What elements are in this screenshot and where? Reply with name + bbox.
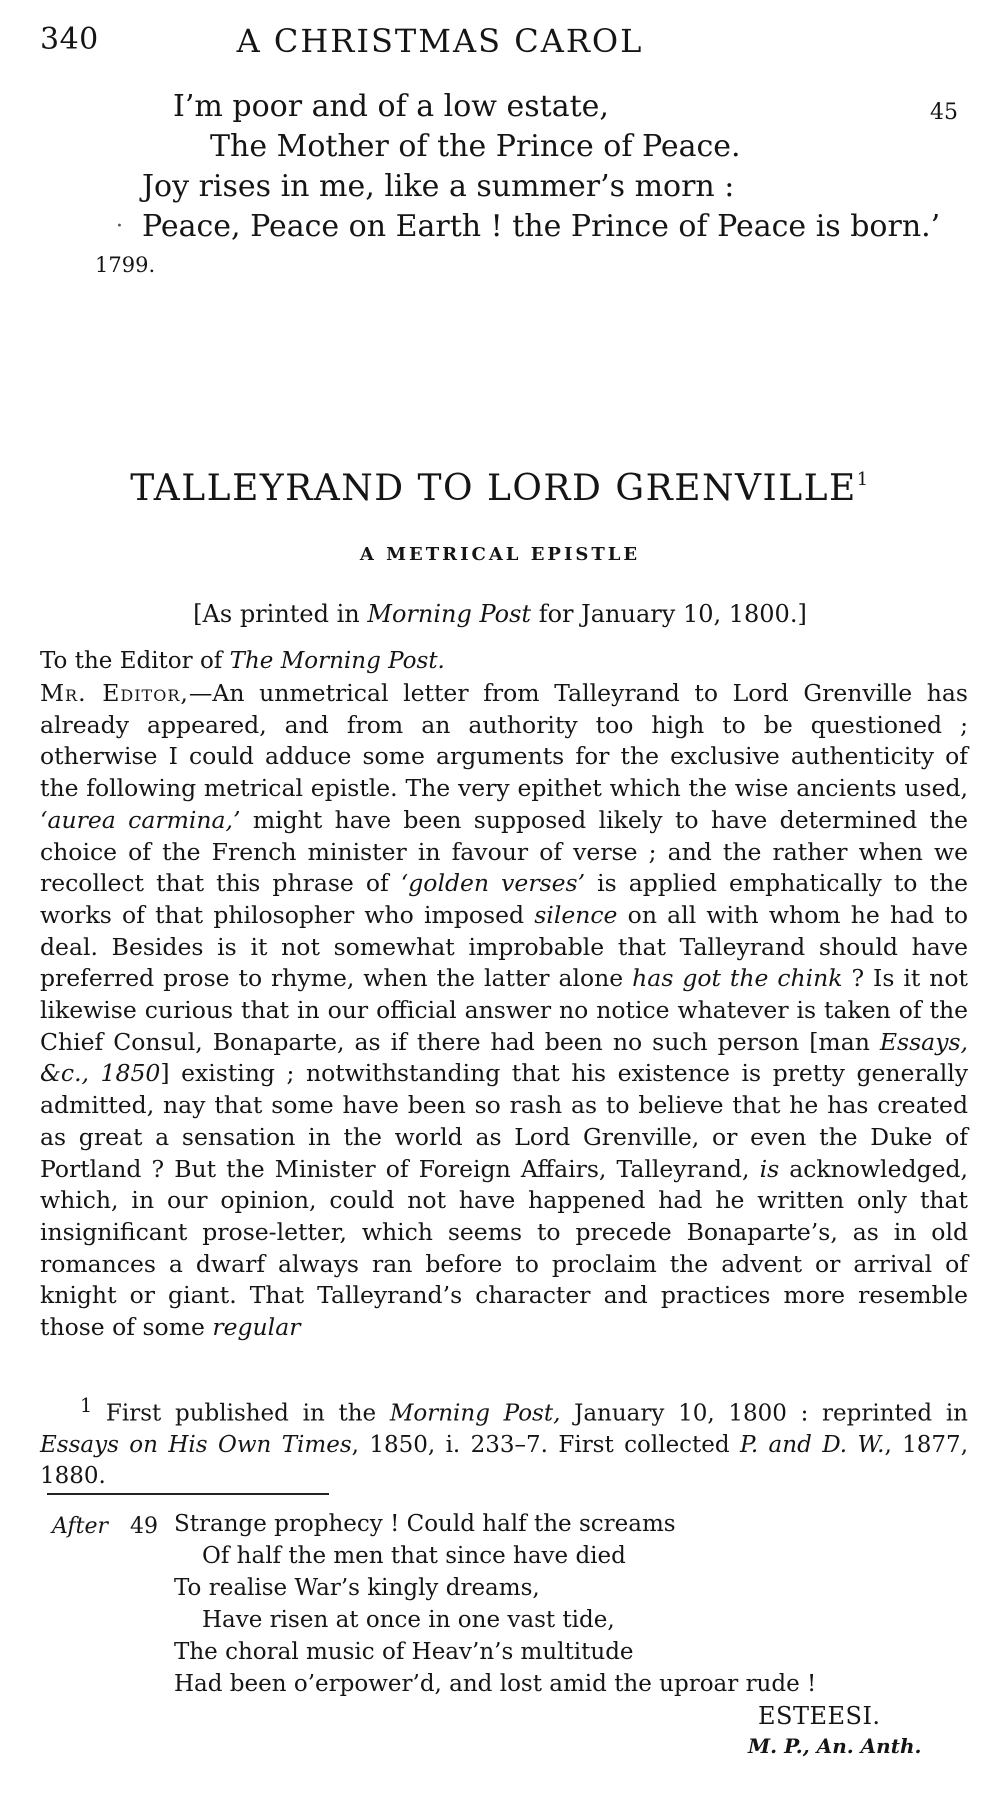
body-text-segment: —An unmetrical letter from Talleyrand to Lord Grenville has already appeared, and from an authority too high to be questioned ; otherwise I could adduce some arguments for the exclusive authenticity of the following metrical epistle. The very epithet which the wise ancients used, (40, 679, 968, 803)
poem-line: Peace, Peace on Earth ! the Prince of Peace is born.’ (142, 209, 941, 244)
body-italic-segment: regular (212, 1313, 301, 1342)
body-italic-segment: ‘golden verses’ (400, 869, 586, 898)
footnote-italic-segment: Essays on His Own Times (40, 1431, 352, 1458)
letter-body (40, 678, 968, 1344)
printed-note-prefix: [As printed in (193, 600, 368, 628)
footnote-text-segment: , 1877, 1880. (40, 1431, 969, 1489)
salutation: Mr. Editor, (40, 679, 189, 707)
article-title-text: TALLEYRAND TO LORD GRENVILLE (130, 468, 857, 509)
body-italic-segment: is (759, 1154, 780, 1183)
footnote-italic-segment: Morning Post, (389, 1400, 561, 1427)
title-footnote-marker: 1 (856, 469, 870, 490)
poem-line: The Mother of the Prince of Peace. (210, 129, 741, 164)
footnote-text-segment: January 10, 1800 : reprinted in (560, 1400, 968, 1427)
footnote-marker: 1 (80, 1394, 93, 1417)
variant-line: Have risen at once in one vast tide, (202, 1607, 615, 1633)
body-text-segment: might have been supposed likely to have determined the choice of the French minister in favour of verse ; and the rather when we recollect that this phrase of (40, 805, 968, 898)
addressee-line (40, 648, 445, 674)
variant-line: Had been o’erpower’d, and lost amid the uproar rude ! (174, 1671, 817, 1697)
body-italic-segment: ‘aurea carmina,’ (40, 805, 241, 834)
article-title (0, 468, 1000, 509)
printed-note-source: Morning Post (367, 600, 532, 628)
body-text-segment: ] existing ; notwithstanding that his existence is pretty generally admitted, nay that some have been so rash as to believe that he has created as great a sensation in the world as Lord Grenville, or even the Duke of Portland ? But the Minister of Foreign Affairs, Talleyrand, (40, 1059, 969, 1183)
variant-line-number: 49 (130, 1514, 158, 1539)
poem-line: I’m poor and of a low estate, (173, 89, 609, 124)
footnote (40, 1390, 968, 1492)
poem-line: Joy rises in me, like a summer’s morn : (142, 169, 735, 204)
variant-line: Of half the men that since have died (202, 1543, 626, 1569)
body-italic-segment: has got the chink (632, 964, 843, 993)
printed-note-suffix: for January 10, 1800.] (531, 600, 807, 628)
variant-label: After (52, 1514, 109, 1539)
running-title: A CHRISTMAS CAROL (236, 22, 644, 60)
page-number: 340 (40, 22, 99, 57)
footnote-text-segment: First published in the (92, 1400, 390, 1427)
article-subtitle: A METRICAL EPISTLE (359, 544, 641, 565)
body-italic-segment: Essays, &c., 1850 (40, 1027, 968, 1088)
footnote-text-segment: , 1850, i. 233–7. First collected (351, 1431, 741, 1458)
poem-date: 1799. (95, 253, 156, 277)
body-text-segment: ? Is it not likewise curious that in our official answer no notice whatever is taken of the Chief Consul, Bonaparte, as if there had been no such person [man (40, 964, 968, 1056)
variant-line: Strange prophecy ! Could half the screams (174, 1511, 676, 1537)
signature: ESTEESI. (758, 1702, 881, 1730)
margin-dot-icon: · (116, 214, 123, 239)
variant-line: The choral music of Heav’n’s multitude (174, 1639, 634, 1665)
footnote-italic-segment: P. and D. W. (740, 1431, 885, 1458)
variant-line: To realise War’s kingly dreams, (174, 1575, 540, 1601)
running-head (40, 22, 970, 64)
addressee-prefix: To the Editor of (40, 648, 230, 674)
footnote-divider (47, 1493, 329, 1495)
addressee-paper: The Morning Post. (229, 648, 445, 674)
line-number: 45 (930, 100, 958, 125)
signature-note: M. P., An. Anth. (748, 1734, 922, 1758)
printed-note (0, 600, 1000, 628)
body-text-segment: acknowledged, which, in our opinion, could not have happened had he written only that insignificant prose-letter, which seems to precede Bonaparte’s, as in old romances a dwarf always ran before to proclaim the advent or arrival of knight or giant. That Talleyrand’s character and practices more resemble those of some (40, 1154, 968, 1342)
body-italic-segment: silence (534, 900, 618, 929)
body-text-segment: is applied emphatically to the works of that philosopher who imposed (40, 869, 968, 929)
body-text-segment: on all with whom he had to deal. Besides is it not somewhat improbable that Talleyrand should have preferred prose to rhyme, when the latter alone (40, 900, 968, 993)
